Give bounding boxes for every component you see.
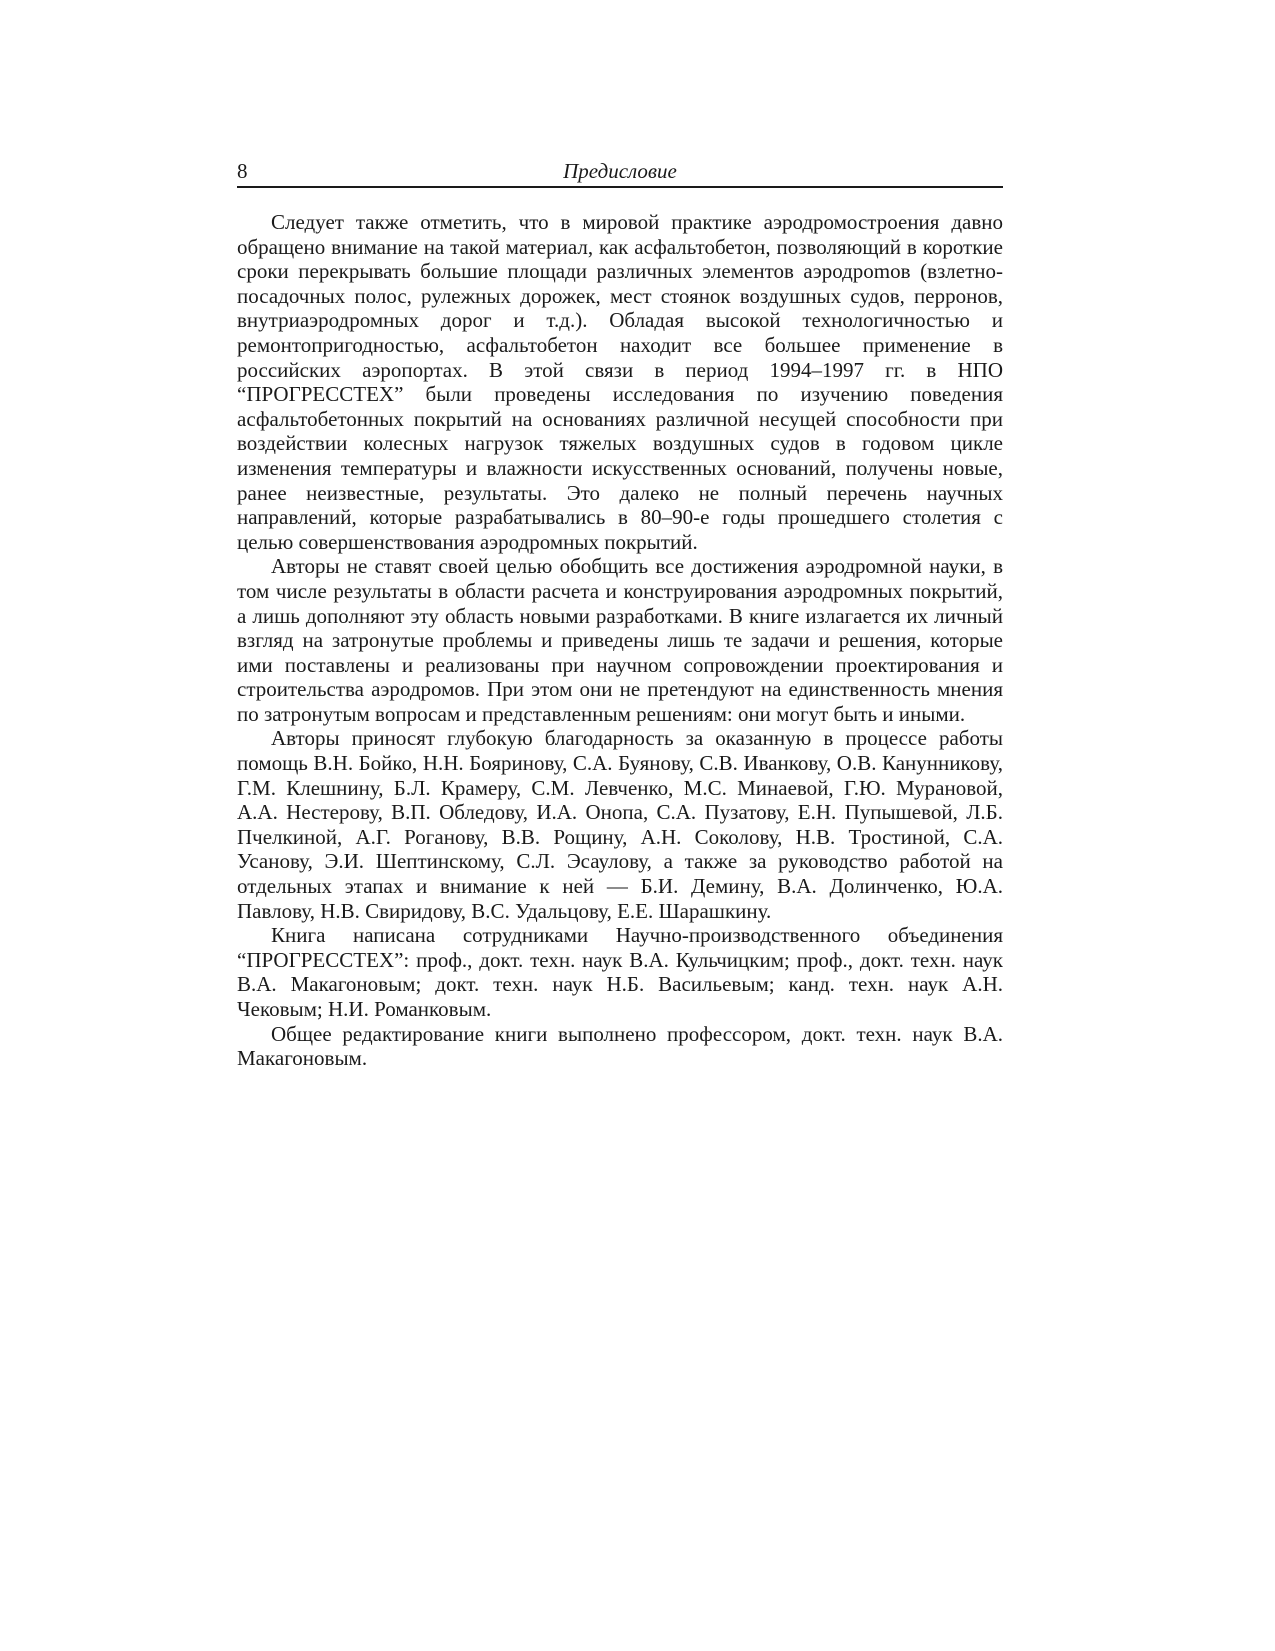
paragraph-general-editing: Общее редактирование книги выполнено профессором, докт. техн. наук В.А. Макагоновым. (237, 1021, 1003, 1071)
book-page (237, 158, 1003, 1071)
running-title: Предисловие (563, 159, 677, 183)
paragraph-book-authors: Книга написана сотрудниками Научно-производственного объединения “ПРОГРЕССТЕХ”: проф., докт. техн. наук В.А. Кульчицким; проф., докт. техн. наук В.А. Макагоновым; докт. техн. наук Н.Б. Васильевым; канд. техн. наук А.Н. Чековым; Н.И. Романковым. (237, 923, 1003, 1021)
body-text (237, 210, 1003, 1071)
page-number: 8 (237, 159, 248, 183)
paragraph-acknowledgements: Авторы приносят глубокую благодарность за оказанную в процессе работы помощь В.Н. Бойко, Н.Н. Бояринову, С.А. Буянову, С.В. Иванкову, О.В. Канунникову, Г.М. Клешнину, Б.Л. Крамеру, С.М. Левченко, М.С. Минаевой, Г.Ю. Мурановой, А.А. Нестерову, В.П. Обледову, И.А. Онопа, С.А. Пузатову, Е.Н. Пупышевой, Л.Б. Пчелкиной, А.Г. Роганову, В.В. Рощину, А.Н. Соколову, Н.В. Тростиной, С.А. Усанову, Э.И. Шептинскому, С.Л. Эсаулову, а также за руководство работой на отдельных этапах и внимание к ней — Б.И. Демину, В.А. Долинченко, Ю.А. Павлову, Н.В. Свиридову, В.С. Удальцову, Е.Е. Шарашкину. (237, 726, 1003, 923)
paragraph-authors-goal: Авторы не ставят своей целью обобщить все достижения аэродромной науки, в том числе результаты в области расчета и конструирования аэродромных покрытий, а лишь дополняют эту область новыми разработками. В книге излагается их личный взгляд на затронутые проблемы и приведены лишь те задачи и решения, которые ими поставлены и реализованы при научном сопровождении проектирования и строительства аэродромов. При этом они не претендуют на единственность мнения по затронутым вопросам и представленным решениям: они могут быть и иными. (237, 554, 1003, 726)
paragraph-asphalt-concrete: Следует также отметить, что в мировой практике аэродромостроения давно обращено внимание на такой материал, как асфальтобетон, позволяющий в короткие сроки перекрывать большие площади различных элементов аэродроmов (взлетно-посадочных полос, рулежных дорожек, мест стоянок воздушных судов, перронов, внутриаэродромных дорог и т.д.). Обладая высокой технологичностью и ремонтопригодностью, асфальтобетон находит все большее применение в российских аэропортах. В этой связи в период 1994–1997 гг. в НПО “ПРОГРЕССТЕХ” были проведены исследования по изучению поведения асфальтобетонных покрытий на основаниях различной несущей способности при воздействии колесных нагрузок тяжелых воздушных судов в годовом цикле изменения температуры и влажности искусственных оснований, получены новые, ранее неизвестные, результаты. Это далеко не полный перечень научных направлений, которые разрабатывались в 80–90-е годы прошедшего столетия с целью совершенствования аэродромных покрытий. (237, 210, 1003, 554)
running-head (237, 158, 1003, 188)
